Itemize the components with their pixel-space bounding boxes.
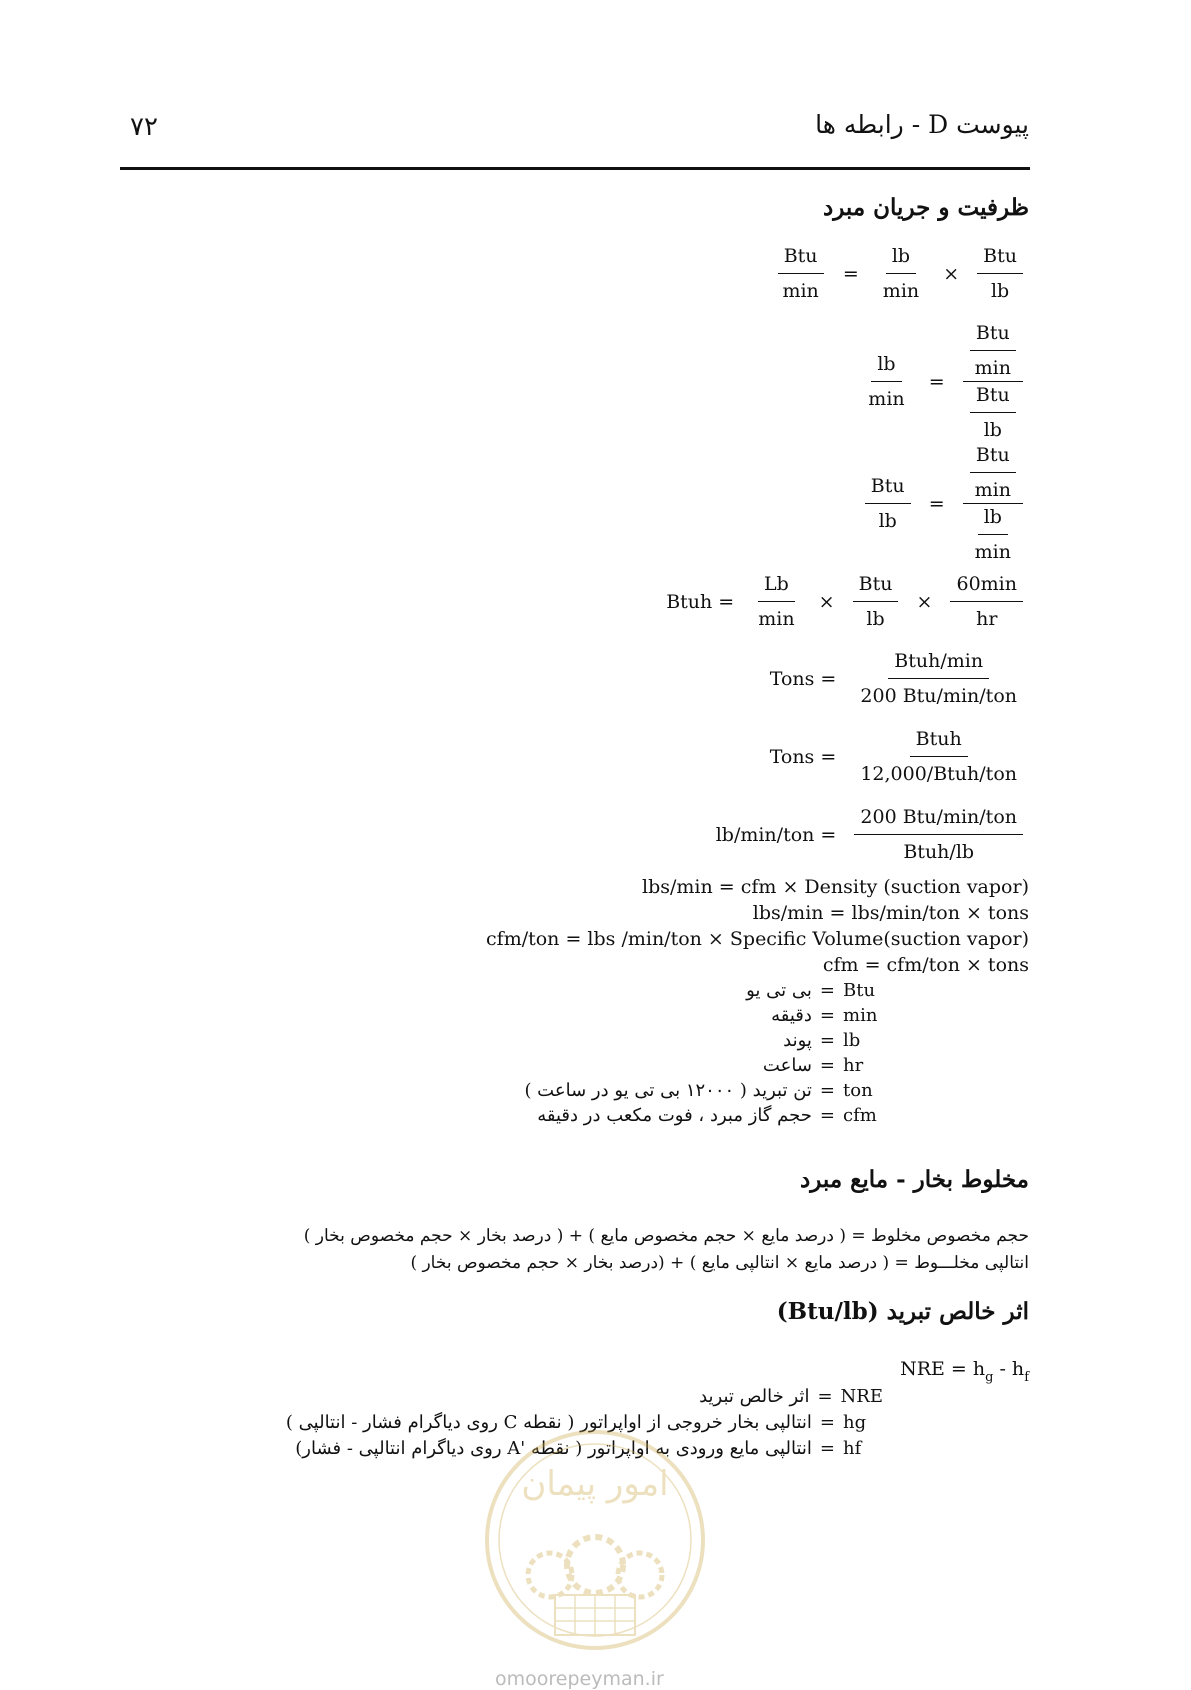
section-title-nre: اثر خالص تبرید (Btu/lb) xyxy=(776,1298,1029,1325)
equation-2: $\frac{lb}{\min}$ = $\frac{\frac{\text{Btu}}{\min}}{\frac{\text{Btu}}{lb}}$ xyxy=(856,322,1029,441)
definitions-list xyxy=(524,980,883,1126)
nre-equation: NRE = $h_g - h_f$ xyxy=(900,1358,1029,1385)
equation-3: $\frac{\text{Btu}}{lb}$ = $\frac{\frac{\text{Btu}}{\min}}{\frac{lb}{\min}}$ xyxy=(859,444,1029,563)
running-head: پیوست D - رابطه ها xyxy=(815,110,1029,139)
definition-row: cfm = حجم گاز مبرد ، فوت مکعب در دقیقه xyxy=(537,1105,877,1126)
equation-6: Tons = $\frac{\text{Btuh}}{\text{12,000/Btuh/ton}}$ xyxy=(769,728,1017,785)
section-title-mixture: مخلوط بخار - مایع مبرد xyxy=(799,1166,1029,1193)
watermark-logo xyxy=(480,1425,710,1655)
formula-line: lbs/min = cfm × Density (suction vapor) xyxy=(642,876,1029,898)
definition-row: ton = تن تبرید ( ۱۲۰۰۰ بی تی یو در ساعت ) xyxy=(524,1080,873,1101)
formula-line: lbs/min = lbs/min/ton × tons xyxy=(752,902,1029,924)
formula-line: cfm/ton = lbs /min/ton × Specific Volume(suction vapor) xyxy=(486,928,1029,950)
section-title-capacity: ظرفیت و جریان مبرد xyxy=(822,194,1029,221)
definition-row: NRE = اثر خالص تبرید xyxy=(699,1386,883,1407)
equation-5: Tons = $\frac{\text{Btuh/min}}{\text{200 Btu/min/ton}}$ xyxy=(769,650,1017,707)
site-url: omoorepeyman.ir xyxy=(495,1668,664,1690)
definition-row: hr = ساعت xyxy=(762,1055,864,1076)
header-rule xyxy=(120,167,1030,170)
definition-row: hg = انتالپی بخار خروجی از اواپراتور ( نقطه C روی دیاگرام فشار - انتالپی ) xyxy=(285,1412,867,1433)
mixture-enthalpy-formula: انتالپی مخلـــوط = ( درصد مایع × انتالپی مایع ) + (درصد بخار × حجم مخصوص بخار ) xyxy=(410,1253,1029,1273)
mixture-volume-formula: حجم مخصوص مخلوط = ( درصد مایع × حجم مخصوص مایع ) + ( درصد بخار × حجم مخصوص بخار ) xyxy=(303,1226,1029,1246)
definition-row: Btu = بی تی یو xyxy=(746,980,876,1001)
svg-text:امور پیمان: امور پیمان xyxy=(521,1464,669,1504)
equation-7: lb/min/ton = $\frac{\text{200 Btu/min/ton}}{\text{Btuh/lb}}$ xyxy=(710,806,1029,863)
definition-row: min = دقیقه xyxy=(771,1005,878,1026)
equation-1: $\frac{\text{Btu}}{\min}$ = $\frac{lb}{\min}$ × $\frac{\text{Btu}}{lb}$ xyxy=(770,245,1029,302)
formula-line: cfm = cfm/ton × tons xyxy=(822,954,1029,976)
equation-4: Btuh = $\frac{Lb}{\min}$ × $\frac{\text{Btu}}{lb}$ × $\frac{60\min}{hr}$ xyxy=(660,573,1029,630)
definition-row: lb = پوند xyxy=(783,1030,861,1051)
definition-row: hf = انتالپی مایع ورودی به اواپراتور ( نقطه 'A روی دیاگرام انتالپی - فشار) xyxy=(295,1438,862,1459)
page-number: ۷۲ xyxy=(130,112,158,142)
